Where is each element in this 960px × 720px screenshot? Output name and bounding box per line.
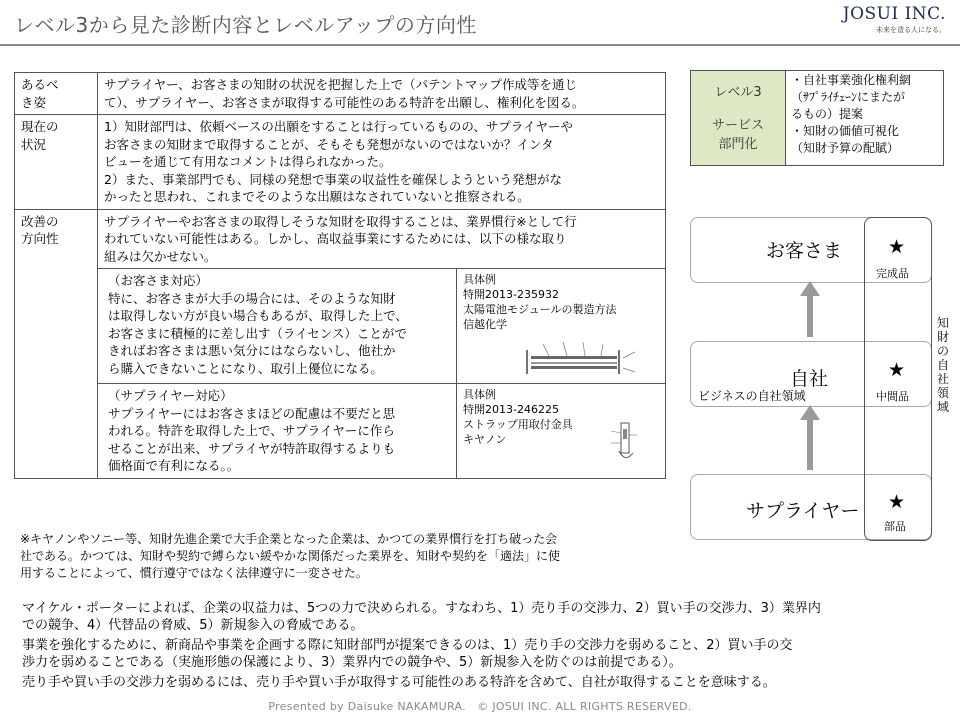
porter-paragraph: マイケル・ポーターによれば、企業の収益力は、5つの力で決められる。すなわち、1）売り手の交渉力、2）買い手の交渉力、3）業界内 での競争、4）代替品の脅威、5）新規参入の脅威である。 [22, 601, 821, 633]
own-company-label: 自社 [790, 368, 829, 390]
current-text: 1）知財部門は、依頼ベースの出願をすることは行っているものの、サプライヤーや お客さまの知財まで取得することが、そもそも発想がないのではないか？インタ ビューを通じて有用なコメントは得られなかった。 2）また、事業部門でも、同様の発想で事業の収益性を確保しようという発想がな かったと思われ、これまでそのような出願はなされていないと推察される。 [98, 115, 666, 210]
label-current: 現在の 状況 [15, 115, 98, 210]
own-business-domain-label: ビジネスの自社領域 [698, 389, 806, 403]
label-improve: 改善の 方向性 [15, 209, 98, 478]
conclusion-paragraph: 売り手や買い手の交渉力を弱めるには、売り手や買い手が取得する可能性のある特許を含めて、自社が取得することを意味する。 [22, 675, 776, 690]
supplier-example: 具体例 特開2013-246225 ストラップ用取付金具 キヤノン [457, 384, 666, 479]
improve-text: サプライヤーやお客さまの取得しそうな知財を取得することは、業界慣行※として行 われていない可能性はある。しかし、高収益事業にするためには、以下の様な取り 組みは欠かせない。 [98, 209, 666, 269]
level-proposals: ・自社事業強化権利網 （ｻﾌﾟﾗｲﾁｪｰﾝにまたが るもの）提案 ・知財の価値可視化 （知財予算の配賦） [791, 73, 912, 155]
supplier-heading: （サプライヤー対応） [108, 388, 233, 403]
customer-label: お客さま [766, 240, 843, 262]
logo-tagline: 未来を造る人になる。 [876, 26, 946, 34]
customer-star-icon: ★ [888, 236, 906, 258]
ideal-text: サプライヤー、お客さまの知財の状況を把握した上で（パテントマップ作成等を通じ て）、サプライヤー、お客さまが取得する可能性のある特許を出願し、権利化を図る。 [98, 73, 666, 115]
logo-name: JOSUI INC. [842, 4, 946, 24]
own-company-star-icon: ★ [888, 359, 906, 381]
ip-domain-vertical-label: 知 財 の 自 社 領 域 [936, 316, 949, 414]
industry-practice-footnote: ※キヤノンやソニー等、知財先進企業で大手企業となった企業は、かつての業界慣行を打ち破った会 社である。かつては、知財や契約で縛らない緩やかな関係だった業界を、知財や契約を「適法」に使 用することによって、慣行遵守ではなく法律遵守に一変させた。 [20, 532, 561, 580]
customer-example: 具体例 特開2013-235932 太陽電池モジュールの製造方法 信越化学 [457, 269, 666, 384]
copyright-footer: Presented by Daisuke NAKAMURA. © JOSUI INC. ALL RIGHTS RESERVED. [268, 700, 692, 713]
parts-label: 部品 [884, 520, 906, 533]
customer-heading: （お客さま対応） [108, 273, 209, 288]
label-ideal: あるべ き姿 [15, 73, 98, 115]
slide-title: レベル3から見た診断内容とレベルアップの方向性 [14, 13, 477, 37]
supplier-text: （サプライヤー対応） サプライヤーにはお客さまほどの配慮は不要だと思 われる。特許を取得した上で、サプライヤーに作ら せることが出来、サプライヤが特許取得するよりも 価格面で有利になる。。 [98, 384, 457, 479]
level-label: レベル3 サービス 部門化 [691, 71, 786, 165]
customer-text: （お客さま対応） 特に、お客さまが大手の場合には、そのような知財 は取得しない方が良い場合もあるが、取得した上で、 お客さまに積極的に差し出す（ライセンス）ことがで きればお客さまは悪い気分にはならないし、他社か ら購入できないことになり、取引上優位になる。 [98, 269, 457, 384]
supplier-star-icon: ★ [888, 491, 906, 513]
finished-goods-label: 完成品 [876, 267, 909, 280]
intermediate-goods-label: 中間品 [876, 390, 909, 403]
ip-proposal-paragraph: 事業を強化するために、新商品や事業を企画する際に知財部門が提案できるのは、1）売り手の交渉力を弱めること、2）買い手の交 渉力を弱めることである（実施形態の保護により、3）業界内での競争や、5）新規参入を防ぐのは前提である）。 [22, 638, 793, 670]
supplier-label: サプライヤー [746, 500, 860, 522]
